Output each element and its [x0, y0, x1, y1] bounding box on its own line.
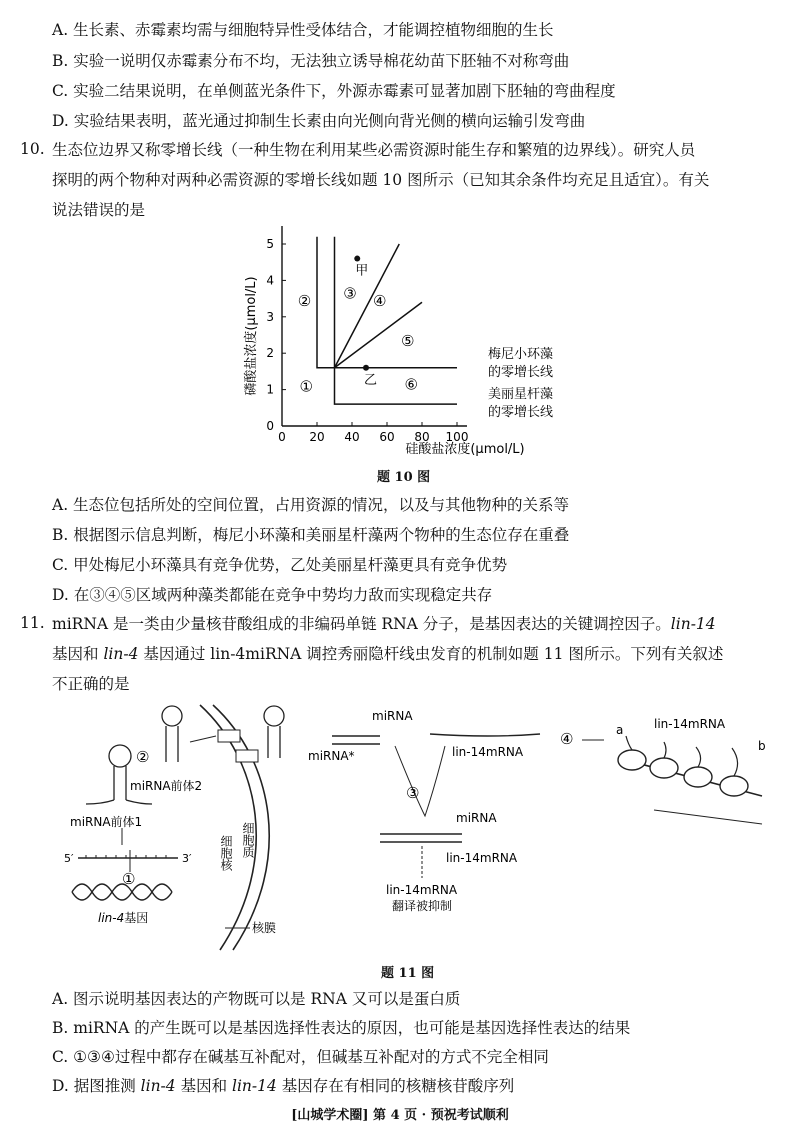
mirna-label: miRNA: [372, 709, 413, 723]
mirna-duplex: [332, 736, 380, 744]
region-label: ⑤: [401, 331, 415, 350]
q11-option-c: C. ①③④过程中都存在碱基互补配对，但碱基互补配对的方式不完全相同: [52, 1048, 549, 1066]
label-b: b: [758, 739, 766, 753]
point-label: 甲: [355, 263, 369, 279]
figure-10-chart: [230, 226, 570, 461]
q11-stem-line1: [52, 614, 716, 634]
gene-lin14: lin-14: [670, 615, 716, 633]
prev-option-d: D. 实验结果表明，蓝光通过抑制生长素由向光侧向背光侧的横向运输引发弯曲: [52, 112, 586, 130]
step2-label: ②: [136, 748, 150, 766]
figure-11-caption: 题 11 图: [381, 966, 435, 981]
step4-label: ④: [560, 730, 574, 748]
q11-number: 11.: [20, 614, 45, 632]
x-tick-label: 0: [278, 430, 286, 444]
nuclear-pore: [218, 730, 240, 742]
step3-label: ③: [406, 784, 420, 802]
lin14-mrna-strand: [430, 734, 540, 736]
precursor1-label: miRNA前体1: [70, 815, 143, 829]
q11-stem-text: miRNA 是一类由少量核苷酸组成的非编码单链 RNA 分子，是基因表达的关键调控因子。: [52, 615, 671, 633]
step1-label: ①: [122, 870, 136, 888]
repressed-line1: lin-14mRNA: [386, 883, 458, 897]
precursor2-label: miRNA前体2: [130, 779, 203, 793]
point-甲: [354, 256, 360, 262]
repressed-line2: 翻译被抑制: [392, 899, 453, 913]
mirna-mrna-complex: [380, 834, 462, 842]
region-label: ⑥: [404, 375, 418, 394]
y-tick-label: 3: [266, 309, 274, 324]
q10-stem-line2: 探明的两个物种对两种必需资源的零增长线如题 10 图所示（已知其余条件均充足且适宜）。有关: [52, 171, 710, 189]
region-label: ③: [343, 284, 357, 303]
q11-option-d-text: 基因和: [175, 1077, 233, 1095]
translation-direction-arrow: [654, 810, 762, 824]
region-label: ②: [297, 291, 312, 310]
x-tick-label: 100: [445, 430, 469, 444]
prev-option-c: C. 实验二结果说明，在单侧蓝光条件下，外源赤霉素可显著加剧下胚轴的弯曲程度: [52, 82, 616, 100]
point-乙: [363, 365, 369, 371]
ribosomes: [618, 750, 748, 796]
q11-stem-line3: 不正确的是: [52, 675, 130, 693]
complex-mirna-label: miRNA: [456, 811, 497, 825]
precursor2-hairpin: [162, 706, 182, 762]
membrane-label: 核膜: [252, 921, 277, 935]
y-tick-label: 1: [266, 382, 274, 397]
prime-5: 5′: [64, 852, 74, 865]
q10-option-c: C. 甲处梅尼小环藻具有竞争优势，乙处美丽星杆藻更具有竞争优势: [52, 556, 508, 574]
figure-11-diagram: [50, 700, 770, 958]
legend-meili-2: 的零增长线: [488, 405, 554, 420]
prime-3: 3′: [182, 852, 192, 865]
nucleus-label: 细胞核: [219, 835, 233, 871]
gene-lin14: lin-14: [232, 1077, 277, 1095]
q11-stem-line2: [52, 644, 723, 664]
q11-stem-text: 基因和: [52, 645, 104, 663]
q11-option-a: A. 图示说明基因表达的产物既可以是 RNA 又可以是蛋白质: [52, 990, 461, 1008]
arrow-to-pore: [190, 736, 216, 742]
q10-number: 10.: [20, 140, 45, 158]
q10-stem-line3: 说法错误的是: [52, 201, 146, 219]
q10-stem-line1: 生态位边界又称零增长线（一种生物在利用某些必需资源时能生存和繁殖的边界线）。研究人员: [52, 141, 696, 159]
x-tick-label: 20: [309, 430, 325, 444]
y-axis-label: 磷酸盐浓度(μmol/L): [244, 276, 259, 396]
page-footer: [山城学术圈] 第 4 页 · 预祝考试顺利: [291, 1108, 509, 1123]
legend-meili-1: 美丽星杆藻: [488, 387, 554, 402]
step3-arrow: [395, 746, 445, 816]
q10-option-d: D. 在③④⑤区域两种藻类都能在竞争中势均力敌而实现稳定共存: [52, 586, 493, 604]
q10-option-b: B. 根据图示信息判断，梅尼小环藻和美丽星杆藻两个物种的生态位存在重叠: [52, 526, 570, 544]
x-tick-label: 60: [379, 430, 395, 444]
region-label: ④: [373, 291, 387, 310]
q11-option-b: B. miRNA 的产生既可以是基因选择性表达的原因，也可能是基因选择性表达的结果: [52, 1019, 631, 1037]
nuclear-pore: [236, 750, 258, 762]
y-tick-label: 4: [266, 273, 274, 288]
q11-option-d: [52, 1076, 514, 1096]
mirna-star-label: miRNA*: [308, 749, 355, 763]
prev-option-a: A. 生长素、赤霉素均需与细胞特异性受体结合，才能调控植物细胞的生长: [52, 21, 554, 39]
q11-stem-text: 基因通过 lin-4miRNA 调控秀丽隐杆线虫发育的机制如题 11 图所示。下列有关叙述: [138, 645, 724, 663]
complex-lin14-label: lin-14mRNA: [446, 851, 518, 865]
q11-option-d-text: 基因存在有相同的核糖核苷酸序列: [276, 1077, 515, 1095]
gene-lin4: lin-4: [140, 1077, 176, 1095]
legend-meini-2: 的零增长线: [488, 365, 554, 380]
gene-label: lin-4基因: [98, 911, 149, 925]
q11-option-d-text: D. 据图推测: [52, 1077, 141, 1095]
y-tick-label: 0: [266, 419, 274, 433]
translation-lin14-label: lin-14mRNA: [654, 717, 726, 731]
q10-option-a: A. 生态位包括所处的空间位置，占用资源的情况，以及与其他物种的关系等: [52, 496, 570, 514]
x-axis-label: 硅酸盐浓度(μmol/L): [405, 442, 525, 457]
gene-lin4: lin-4: [103, 645, 139, 663]
figure-10-caption: 题 10 图: [377, 470, 431, 485]
prev-option-b: B. 实验一说明仅赤霉素分布不均，无法独立诱导棉花幼苗下胚轴不对称弯曲: [52, 52, 570, 70]
cytoplasm-label: 细胞质: [241, 822, 255, 858]
point-label: 乙: [364, 372, 378, 388]
x-tick-label: 40: [344, 430, 360, 444]
cytoplasm-hairpin: [264, 706, 284, 758]
y-tick-label: 5: [266, 237, 274, 251]
series-line-1: [335, 237, 458, 404]
region-label: ①: [299, 377, 313, 396]
legend-meini-1: 梅尼小环藻: [488, 347, 554, 362]
label-a: a: [616, 723, 624, 737]
y-tick-label: 2: [266, 346, 274, 361]
lin14-label: lin-14mRNA: [452, 745, 524, 759]
series-line-0: [317, 237, 457, 368]
x-tick-label: 80: [414, 430, 430, 444]
